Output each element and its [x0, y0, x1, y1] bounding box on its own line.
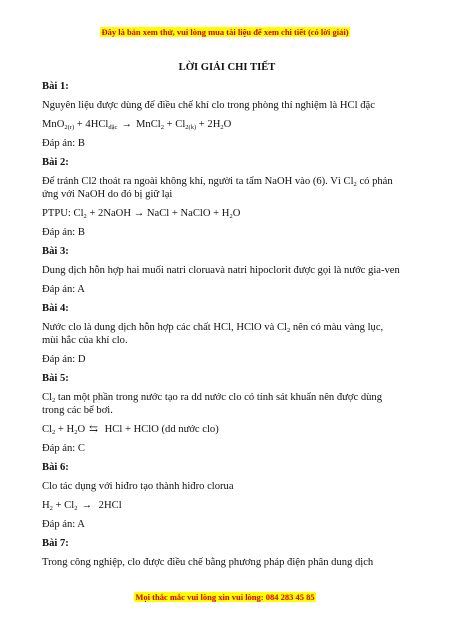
eq-term: MnO: [42, 119, 65, 130]
text: trong các bể bơi.: [42, 405, 113, 416]
bai3-text: Dung dịch hỗn hợp hai muối natri cloruavà natri hipoclorit được gọi là nước gia-ven: [42, 265, 400, 276]
eq-term: NaCl + NaClO + H: [144, 208, 230, 219]
eq-term: + 2H: [198, 119, 221, 130]
text: mùi hắc của khí clo.: [42, 335, 128, 346]
bai3-answer: Đáp án: A: [42, 284, 85, 295]
bai1-text: Nguyên liệu được dùng để điều chế khí clo trong phòng thí nghiệm là HCl đặc: [42, 100, 375, 111]
eq-sub: 2: [286, 327, 291, 334]
eq-term: H: [42, 500, 50, 511]
eq-sub: 2: [83, 213, 87, 220]
text: tan một phần trong nước tạo ra dd nước clo có tính sát khuẩn nên được dùng: [55, 392, 383, 403]
text: Cl: [42, 392, 53, 403]
eq-sub: 2: [52, 429, 56, 436]
eq-term: O: [223, 119, 232, 130]
eq-term: + 4HCl: [76, 119, 109, 130]
eq-term: + H: [55, 424, 75, 435]
eq-sub: 2(k): [185, 124, 197, 131]
bai6-heading: Bài 6:: [42, 462, 69, 473]
eq-sub: 2: [160, 124, 164, 131]
eq-sub: 2: [52, 397, 56, 404]
text: Để tránh Cl2 thoát ra ngoài không khí, người ta tẩm NaOH vào (6). Vì Cl: [42, 176, 354, 187]
text: nên có màu vàng lục,: [290, 322, 384, 333]
eq-sub: 2(r): [64, 124, 75, 131]
eq-term: PTPU: Cl: [42, 208, 84, 219]
bai2-equation: [42, 207, 412, 220]
eq-sub: 2: [229, 213, 233, 220]
eq-sub: 2: [74, 505, 78, 512]
bai5-text: [42, 391, 412, 417]
bai4-answer: Đáp án: D: [42, 354, 86, 365]
text: có phản: [356, 176, 393, 187]
text: ứng với NaOH do đó bị giữ lại: [42, 189, 173, 200]
eq-term: O: [77, 424, 86, 435]
eq-sub: 2: [74, 429, 78, 436]
bai1-answer: Đáp án: B: [42, 138, 85, 149]
bai5-answer: Đáp án: C: [42, 443, 85, 454]
page-title: LỜI GIẢI CHI TIẾT: [178, 62, 276, 73]
eq-term: + 2NaOH: [86, 208, 134, 219]
bai5-equation: [42, 423, 412, 436]
eq-term: O: [232, 208, 241, 219]
reaction-arrow: →: [121, 119, 132, 130]
bai1-equation: [42, 118, 412, 131]
bai6-text: Clo tác dụng với hiđro tạo thành hiđro clorua: [42, 481, 234, 492]
eq-sub: 2: [353, 181, 357, 188]
bai5-heading: Bài 5:: [42, 373, 69, 384]
reaction-arrow: →: [81, 500, 93, 511]
eq-term: Cl: [42, 424, 53, 435]
footer-banner: [0, 592, 450, 602]
bai6-answer: Đáp án: A: [42, 519, 85, 530]
eq-sub: đặc: [108, 124, 118, 131]
eq-term: + Cl: [166, 119, 186, 130]
eq-sub: 2: [49, 505, 53, 512]
eq-term: 2HCl: [96, 500, 122, 511]
reaction-arrow: →: [133, 208, 145, 219]
eq-term: MnCl: [136, 119, 161, 130]
eq-term: + Cl: [52, 500, 75, 511]
eq-sub: 2: [220, 124, 224, 131]
bai2-heading: Bài 2:: [42, 157, 69, 168]
bai7-heading: Bài 7:: [42, 538, 69, 549]
bai4-text: [42, 321, 412, 347]
bai2-answer: Đáp án: B: [42, 227, 85, 238]
equilibrium-arrow: ⇆: [89, 424, 98, 435]
bai3-heading: Bài 3:: [42, 246, 69, 257]
bai1-heading: Bài 1:: [42, 81, 69, 92]
bai2-text: [42, 175, 412, 201]
bai4-heading: Bài 4:: [42, 303, 69, 314]
bai6-equation: [42, 499, 412, 512]
header-banner: [0, 27, 450, 37]
footer-banner-text: Mọi thắc mắc vui lòng xin vui lòng: 084 283 45 85: [135, 592, 315, 602]
eq-term: HCl + HClO (dd nước clo): [101, 424, 219, 435]
text: Nước clo là dung dịch hỗn hợp các chất HCl, HClO và Cl: [42, 322, 287, 333]
header-banner-text: Đây là bản xem thử, vui lòng mua tài liệu để xem chi tiết (có lời giải): [101, 27, 349, 37]
bai7-text: Trong công nghiệp, clo được điều chế bằng phương pháp điện phân dung dịch: [42, 557, 374, 568]
